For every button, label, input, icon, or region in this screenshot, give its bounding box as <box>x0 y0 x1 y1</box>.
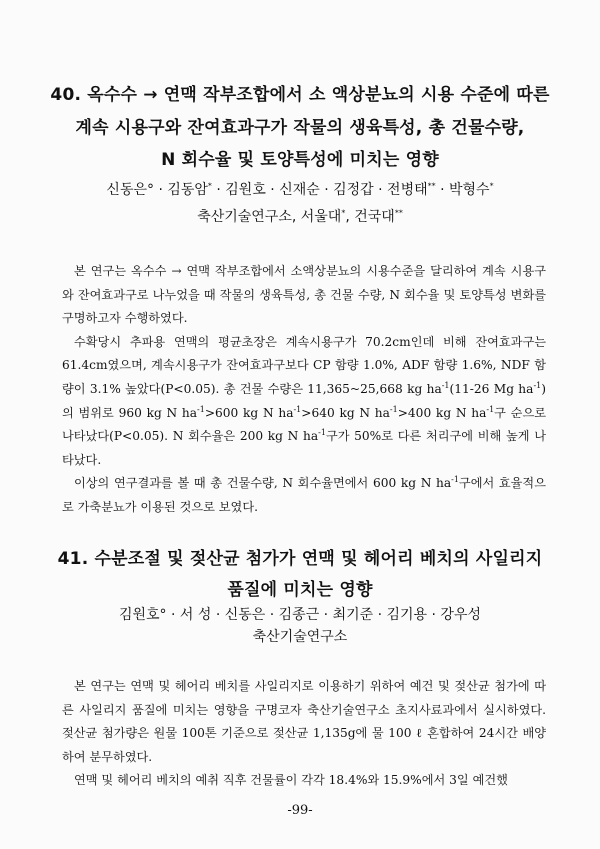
superscript: -1 <box>318 428 326 438</box>
section41-authors: 김원호° · 서 성 · 신동은 · 김종근 · 최기준 · 김기용 · 강우성 <box>118 607 482 623</box>
para-text: (11-26 Mg ha <box>449 381 534 396</box>
section41-title-line1: 41. 수분조절 및 젖산균 첨가가 연맥 및 헤어리 베치의 사일리지 <box>57 549 543 569</box>
author-text: · 박형수 <box>435 182 490 198</box>
section41-title-line2: 품질에 미치는 영향 <box>227 580 373 600</box>
section40-para1: 본 연구는 옥수수 → 연맥 작부조합에서 소액상분뇨의 시용수준을 달리하여 계속 시용구와 잔여효과구로 나누었을 때 작물의 생육특성, 총 건물 수량, N 회수율 및 토양특성 변화를 구명하고자 수행하였다. <box>62 264 546 326</box>
section40-para2 <box>62 331 546 473</box>
superscript: -1 <box>389 404 398 414</box>
para-text: )의 범위로 960 kg N ha <box>62 381 546 420</box>
para-text: >400 kg N ha <box>397 405 487 420</box>
section40-affiliation <box>20 207 580 227</box>
para-text: 구에서 효율적으로 가축분뇨가 이용된 것으로 보였다. <box>62 476 546 514</box>
section40-title-line1: 40. 옥수수 → 연맥 작부조합에서 소 액상분뇨의 시용 수준에 따른 <box>50 85 550 105</box>
section41-para1: 본 연구는 연맥 및 헤어리 베치를 사일리지로 이용하기 위하여 예건 및 젖산균 첨가에 따른 사일리지 품질에 미치는 영향을 구명코자 축산기술연구소 초지사료과에서 실시하였다. 젖산균 첨가량은 원물 100톤 기준으로 젖산균 1,135g에 물 100 ℓ 혼합하여 24시간 배양하여 분무하였다. <box>62 679 546 764</box>
affil-mark: ** <box>394 208 403 218</box>
para-text: 수확당시 추파용 연맥의 평균초장은 계속시용구가 70.2cm인데 비해 잔여효과구는 61.4cm였으며, 계속시용구가 잔여효과구보다 CP 함량 1.0%, ADF 함량 1.6%, NDF 함량이 3.1% 높았다(P<0.05). 총 건물 수량은 11,365~25,668 kg ha <box>62 334 546 396</box>
section41-para2: 연맥 및 헤어리 베치의 예취 직후 건물률이 각각 18.4%와 15.9%에서 3일 예건했 <box>74 773 508 788</box>
section40-authors <box>20 180 580 200</box>
superscript: -1 <box>197 404 205 414</box>
superscript: -1 <box>293 404 302 414</box>
author-mark: * <box>489 181 494 191</box>
superscript: -1 <box>441 380 450 390</box>
para-text: 구 순으로 나타났다(P<0.05). N 회수율은 200 kg N ha <box>62 405 547 444</box>
author-mark: * <box>207 181 212 191</box>
para-text: 이상의 연구결과를 볼 때 총 건물수량, N 회수율면에서 600 kg N ha <box>74 476 452 491</box>
page-number: -99- <box>287 803 313 818</box>
section40-title-line3: N 회수율 및 토양특성에 미치는 영향 <box>161 150 439 170</box>
para-text: >640 kg N ha <box>301 405 390 420</box>
affil-text: 축산기술연구소, 서울대 <box>197 209 342 225</box>
author-mark: ** <box>427 181 436 191</box>
superscript: -1 <box>451 475 459 485</box>
section40-abstract <box>62 260 546 520</box>
superscript: -1 <box>486 404 495 414</box>
section41-abstract <box>62 675 546 793</box>
para-text: >600 kg N ha <box>204 405 294 420</box>
section40-title-line2: 계속 시용구와 잔여효과구가 작물의 생육특성, 총 건물수량, <box>75 118 525 138</box>
author-text: 신동은° · 김동암 <box>106 182 208 198</box>
para-text: 구가 50%로 다른 처리구에 비해 높게 나타났다. <box>62 429 546 467</box>
section41-affiliation: 축산기술연구소 <box>252 629 348 645</box>
affil-mark: * <box>341 208 346 218</box>
author-text: · 김원호 · 신재순 · 김정갑 · 전병태 <box>211 182 428 198</box>
section40-para3 <box>62 472 546 519</box>
affil-text: , 건국대 <box>345 209 395 225</box>
superscript: -1 <box>533 380 542 390</box>
